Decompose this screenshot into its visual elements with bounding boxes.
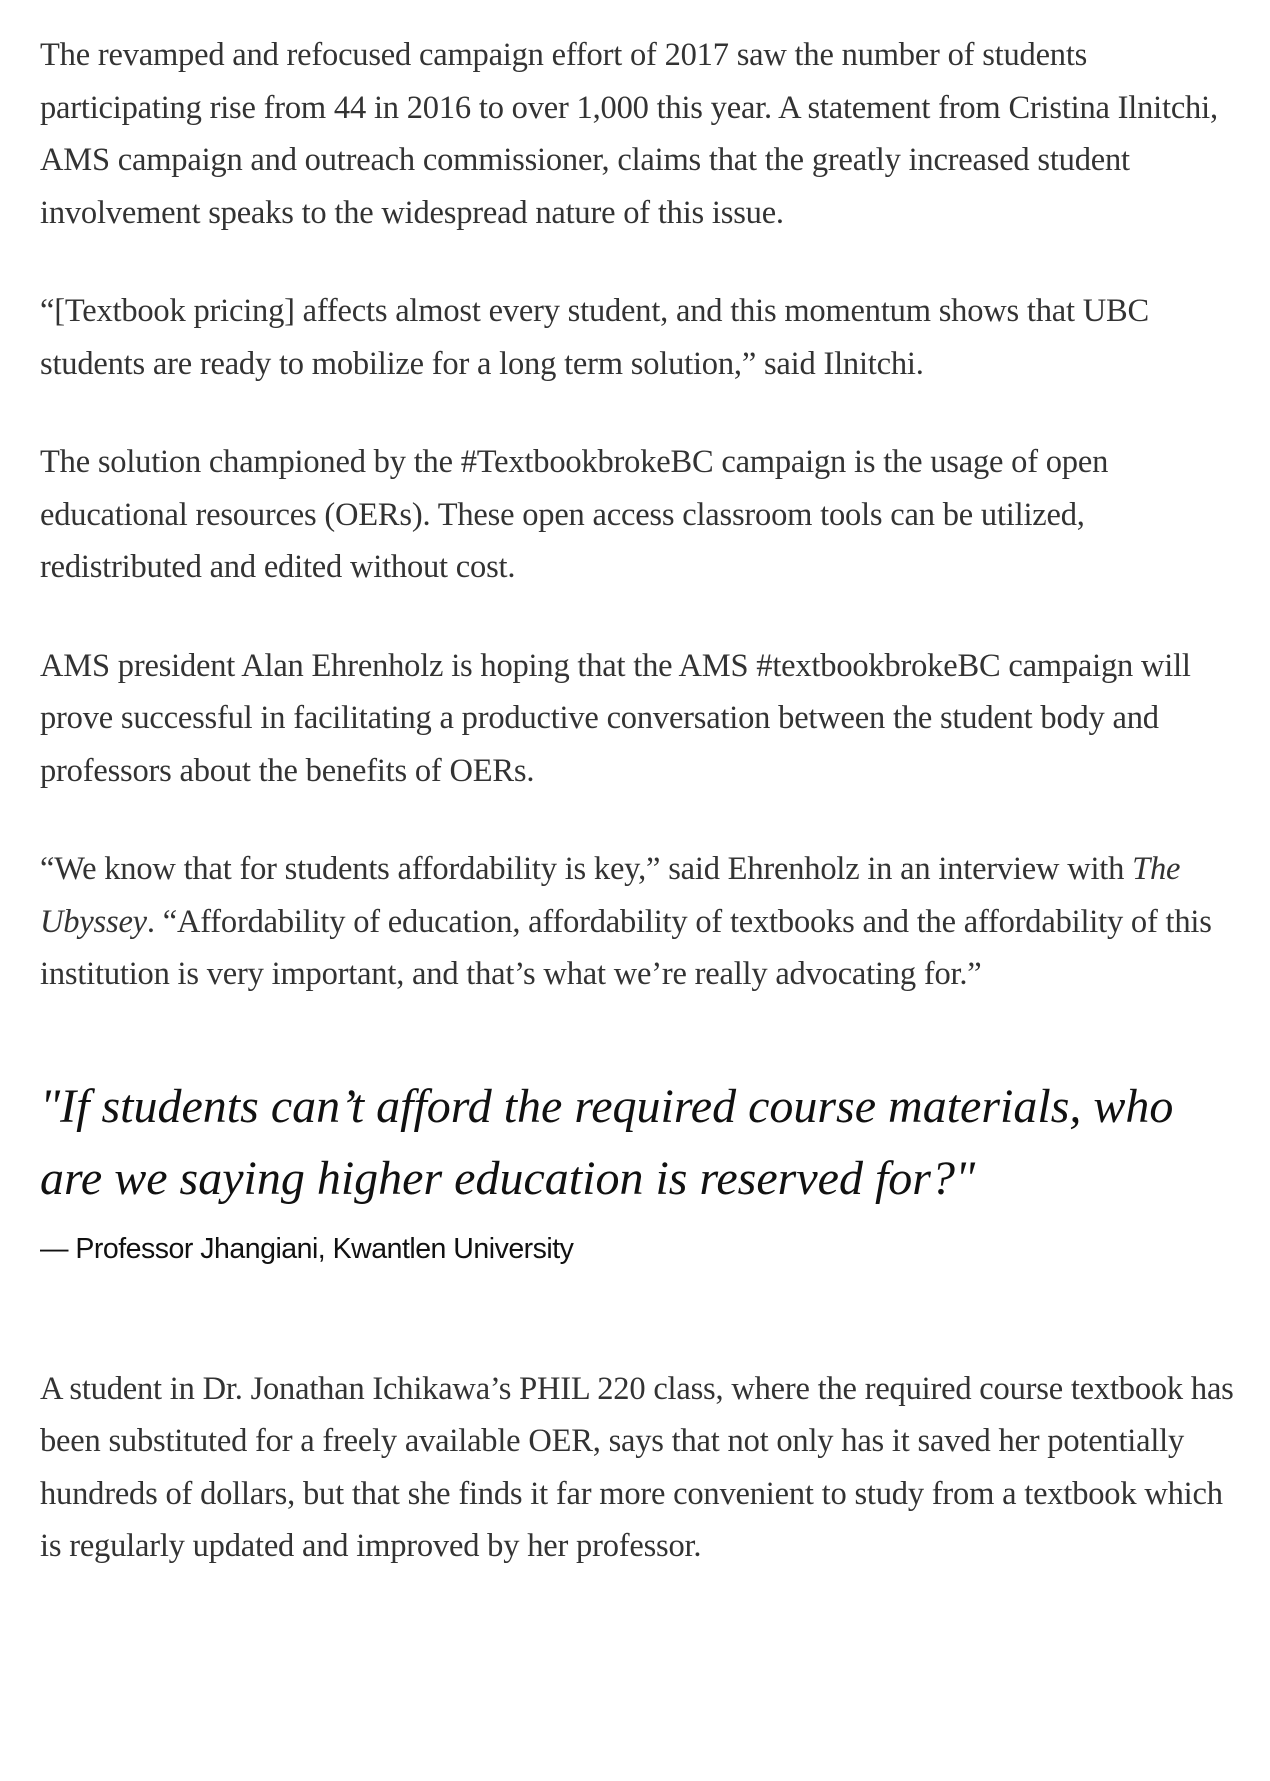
pullquote-attribution: — Professor Jhangiani, Kwantlen University (40, 1232, 574, 1265)
pullquote (40, 1071, 1240, 1269)
paragraph-ehrenholz-hope: AMS president Alan Ehrenholz is hoping that the AMS #textbookbrokeBC campaign will prove successful in facilitating a productive conversation between the student body and professors about the benefits of OERs. (40, 647, 1191, 789)
publication-name: The Ubyssey (40, 851, 1181, 940)
paragraph-ilnitchi-quote: “[Textbook pricing] affects almost every student, and this momentum shows that UBC students are ready to mobilize for a long term solution,” said Ilnitchi. (40, 293, 1149, 382)
pullquote-text: "If students can’t afford the required course materials, who are we saying higher education is reserved for?" (40, 1079, 1174, 1205)
paragraph-phil220-student: A student in Dr. Jonathan Ichikawa’s PHIL 220 class, where the required course textbook has been substituted for a freely available OER, says that not only has it saved her potentially hundreds of dollars, but that she finds it far more convenient to study from a textbook which is regularly updated and improved by her professor. (40, 1370, 1234, 1564)
article-body (40, 29, 1240, 1619)
paragraph-campaign-growth: The revamped and refocused campaign effort of 2017 saw the number of students participating rise from 44 in 2016 to over 1,000 this year. A statement from Cristina Ilnitchi, AMS campaign and outreach commissioner, claims that the greatly increased student involvement speaks to the widespread nature of this issue. (40, 37, 1218, 231)
quote-text-end: . “Affordability of education, affordability of textbooks and the affordability of this institution is very important, and that’s what we’re really advocating for.” (40, 903, 1212, 992)
paragraph-oer-solution: The solution championed by the #TextbookbrokeBC campaign is the usage of open educational resources (OERs). These open access classroom tools can be utilized, redistributed and edited without cost. (40, 444, 1109, 585)
paragraph-ehrenholz-quote (40, 843, 1240, 1001)
quote-text-start: “We know that for students affordability is key,” said Ehrenholz in an interview with (40, 851, 1133, 887)
